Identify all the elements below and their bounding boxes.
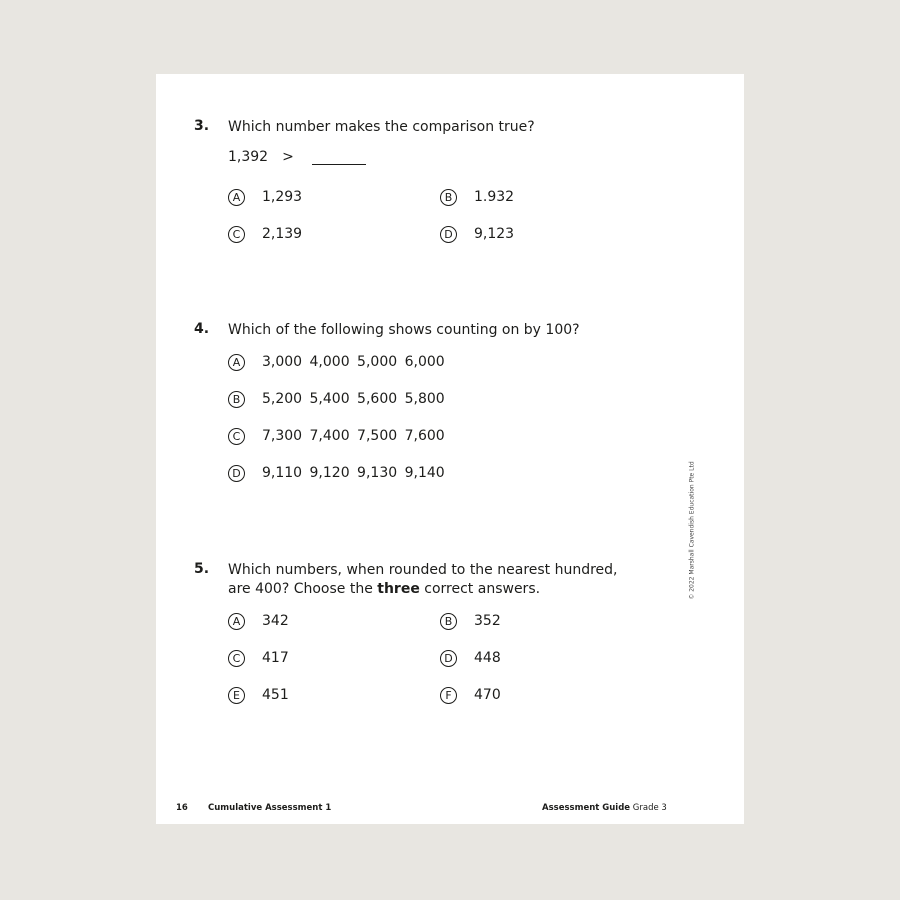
question-4: [194, 321, 694, 481]
option-bubble[interactable]: B: [440, 189, 457, 206]
option-bubble[interactable]: A: [228, 354, 245, 371]
question-text-emphasis: three: [377, 581, 420, 597]
option-text: 470: [474, 687, 501, 703]
option-text: 451: [262, 687, 289, 703]
question-text-line1: Which numbers, when rounded to the nearest hundred,: [228, 562, 618, 578]
question-text: Which number makes the comparison true?: [228, 119, 535, 135]
page-number: 16: [176, 803, 188, 813]
option-e[interactable]: [228, 685, 289, 705]
option-a[interactable]: [228, 352, 445, 372]
question-number: 4.: [194, 321, 210, 337]
copyright-notice: © 2022 Marshall Cavendish Education Pte Ltd: [688, 461, 696, 600]
answer-blank[interactable]: [312, 152, 366, 165]
option-bubble[interactable]: C: [228, 428, 245, 445]
option-bubble[interactable]: C: [228, 650, 245, 667]
option-text: 5,200 5,400 5,600 5,800: [262, 391, 445, 407]
option-a[interactable]: [228, 187, 302, 207]
option-text: 3,000 4,000 5,000 6,000: [262, 354, 445, 370]
option-bubble[interactable]: E: [228, 687, 245, 704]
option-c[interactable]: [228, 426, 445, 446]
option-text: 352: [474, 613, 501, 629]
footer-page-number: [176, 803, 188, 813]
option-text: 448: [474, 650, 501, 666]
option-text: 9,123: [474, 226, 515, 242]
option-bubble[interactable]: D: [228, 465, 245, 482]
grade-label: Grade 3: [630, 803, 667, 813]
option-b[interactable]: [440, 187, 514, 207]
worksheet-page: [156, 74, 744, 824]
question-text-part: are 400? Choose the: [228, 581, 378, 597]
option-bubble[interactable]: F: [440, 687, 457, 704]
footer-guide: [542, 803, 667, 813]
option-text: 2,139: [262, 226, 303, 242]
question-number: 3.: [194, 118, 210, 134]
option-text: 1,293: [262, 189, 303, 205]
question-text: Which of the following shows counting on by 100?: [228, 322, 580, 338]
option-c[interactable]: [228, 224, 302, 244]
section-title: Cumulative Assessment 1: [208, 803, 332, 813]
option-d[interactable]: [440, 224, 514, 244]
option-d[interactable]: [440, 648, 501, 668]
option-b[interactable]: [228, 389, 445, 409]
option-bubble[interactable]: A: [228, 613, 245, 630]
comparison-operator: >: [282, 149, 294, 165]
question-text-part: correct answers.: [419, 581, 541, 597]
option-text: 7,300 7,400 7,500 7,600: [262, 428, 445, 444]
option-text: 417: [262, 650, 289, 666]
option-d[interactable]: [228, 463, 445, 483]
comparison: [228, 149, 366, 165]
question-text: [228, 561, 628, 599]
guide-title: Assessment Guide: [542, 803, 631, 813]
option-b[interactable]: [440, 611, 501, 631]
option-bubble[interactable]: D: [440, 650, 457, 667]
question-number: 5.: [194, 561, 210, 577]
question-5: [194, 561, 694, 703]
option-text: 342: [262, 613, 289, 629]
option-bubble[interactable]: B: [228, 391, 245, 408]
question-3: [194, 118, 694, 242]
footer-section: [208, 803, 331, 813]
option-bubble[interactable]: D: [440, 226, 457, 243]
option-bubble[interactable]: A: [228, 189, 245, 206]
option-a[interactable]: [228, 611, 289, 631]
question-text-line2: [228, 580, 628, 599]
option-bubble[interactable]: C: [228, 226, 245, 243]
comparison-left: 1,392: [228, 149, 269, 165]
option-bubble[interactable]: B: [440, 613, 457, 630]
option-text: 9,110 9,120 9,130 9,140: [262, 465, 445, 481]
option-text: 1.932: [474, 189, 515, 205]
option-c[interactable]: [228, 648, 289, 668]
option-f[interactable]: [440, 685, 501, 705]
